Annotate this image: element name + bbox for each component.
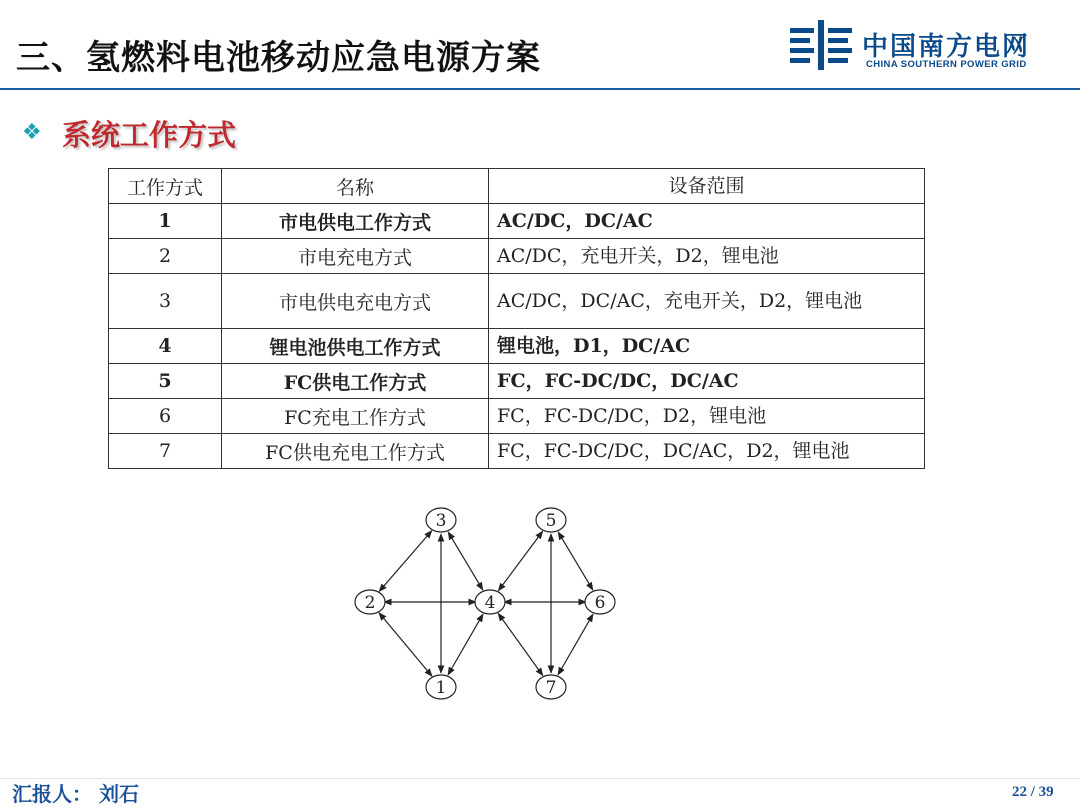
cell-mode: 5 (109, 364, 222, 399)
edge-5-4 (498, 531, 542, 591)
graph-node-4 (475, 590, 505, 614)
edge-1-4 (448, 614, 483, 675)
node-label: 6 (594, 593, 606, 613)
slide-title: 三、氢燃料电池移动应急电源方案 (16, 38, 541, 78)
cell-devices: FC，FC-DC/DC，DC/AC (489, 364, 925, 399)
table-row (109, 204, 925, 239)
edge-3-2 (379, 531, 432, 592)
graph-node-7 (536, 675, 566, 699)
logo-name-cn: 中国南方电网 (862, 32, 1031, 62)
cell-mode: 6 (109, 399, 222, 434)
graph-node-5 (536, 508, 566, 532)
node-label: 1 (435, 678, 447, 698)
graph-node-6 (585, 590, 615, 614)
cell-mode: 7 (109, 434, 222, 469)
graph-node-3 (426, 508, 456, 532)
cell-mode: 3 (109, 274, 222, 329)
cell-name: 锂电池供电工作方式 (222, 329, 489, 364)
edge-5-6 (558, 532, 593, 590)
cell-devices: FC，FC-DC/DC，DC/AC，D2，锂电池 (489, 434, 925, 469)
node-label: 7 (545, 678, 557, 698)
table-row (109, 364, 925, 399)
title-divider (0, 88, 1080, 90)
cell-devices: AC/DC，DC/AC (489, 204, 925, 239)
header-devices: 设备范围 (489, 169, 925, 204)
edge-4-7 (498, 613, 543, 675)
cell-name: 市电供电充电方式 (222, 274, 489, 329)
work-mode-table (108, 168, 925, 469)
cell-name: 市电充电方式 (222, 239, 489, 274)
node-label: 4 (484, 593, 496, 613)
company-logo (790, 18, 1065, 76)
edge-7-6 (558, 614, 593, 675)
cell-devices: FC，FC-DC/DC，D2，锂电池 (489, 399, 925, 434)
cell-name: FC充电工作方式 (222, 399, 489, 434)
node-label: 5 (545, 511, 557, 531)
node-label: 2 (364, 593, 376, 613)
diamond-bullet-icon: ❖ (22, 120, 42, 145)
table-row (109, 239, 925, 274)
table-row (109, 274, 925, 329)
table-row (109, 434, 925, 469)
section-title: 系统工作方式 (62, 118, 237, 152)
footer-divider (0, 778, 1080, 779)
cell-name: FC供电工作方式 (222, 364, 489, 399)
grid-logo-icon (790, 18, 854, 76)
graph-node-1 (426, 675, 456, 699)
reporter-label: 汇报人： 刘石 (12, 782, 139, 806)
page-number: 22 / 39 (1012, 784, 1054, 800)
cell-name: 市电供电工作方式 (222, 204, 489, 239)
cell-name: FC供电充电工作方式 (222, 434, 489, 469)
table-row (109, 329, 925, 364)
cell-devices: 锂电池，D1，DC/AC (489, 329, 925, 364)
cell-mode: 2 (109, 239, 222, 274)
table-row (109, 399, 925, 434)
header-mode: 工作方式 (109, 169, 222, 204)
header-name: 名称 (222, 169, 489, 204)
cell-devices: AC/DC，充电开关，D2，锂电池 (489, 239, 925, 274)
cell-mode: 1 (109, 204, 222, 239)
table-header-row (109, 169, 925, 204)
edge-2-1 (379, 613, 432, 677)
logo-name-en: CHINA SOUTHERN POWER GRID (866, 59, 1027, 70)
mode-transition-graph (340, 500, 630, 710)
edge-3-4 (448, 532, 483, 590)
graph-node-2 (355, 590, 385, 614)
cell-mode: 4 (109, 329, 222, 364)
cell-devices: AC/DC，DC/AC，充电开关，D2，锂电池 (489, 274, 925, 329)
node-label: 3 (435, 511, 447, 531)
